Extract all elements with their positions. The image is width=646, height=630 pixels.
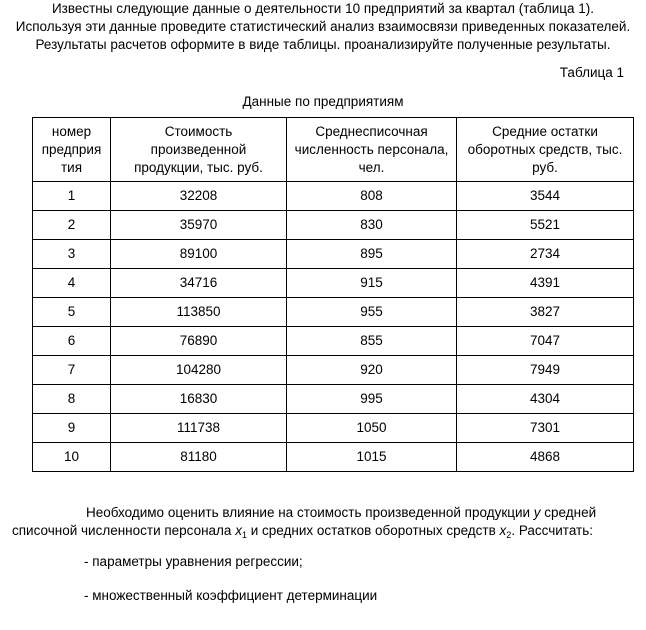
- task-item-regression-params: - параметры уравнения регрессии;: [84, 554, 303, 569]
- cell-staff-count: 915: [287, 269, 457, 298]
- cell-working-capital: 7949: [457, 356, 634, 385]
- cell-working-capital: 5521: [457, 211, 634, 240]
- task-list: [84, 553, 377, 621]
- intro-line-1: Известны следующие данные о деятельности 10 предприятий за квартал (таблица 1).: [51, 1, 595, 16]
- cell-enterprise-number: 2: [33, 211, 111, 240]
- cell-staff-count: 995: [287, 385, 457, 414]
- task-line-2: списочной численности персонала $x_1$ и средних остатков оборотных средств $x_2$. Рассчитать:: [12, 523, 594, 540]
- cell-staff-count: 920: [287, 356, 457, 385]
- enterprise-data-table: [32, 117, 634, 472]
- table-row: [33, 443, 634, 472]
- cell-enterprise-number: 6: [33, 327, 111, 356]
- cell-staff-count: 955: [287, 298, 457, 327]
- header-production-cost: Стоимость произведенной продукции, тыс. руб.: [111, 118, 287, 182]
- table-header-row: [33, 118, 634, 182]
- table-row: [33, 211, 634, 240]
- table-row: [33, 240, 634, 269]
- table-caption: Данные по предприятиям: [242, 94, 404, 109]
- cell-enterprise-number: 1: [33, 182, 111, 211]
- cell-working-capital: 2734: [457, 240, 634, 269]
- cell-production-cost: 113850: [111, 298, 287, 327]
- cell-working-capital: 3827: [457, 298, 634, 327]
- cell-production-cost: 89100: [111, 240, 287, 269]
- intro-text: [10, 0, 636, 54]
- cell-production-cost: 104280: [111, 356, 287, 385]
- intro-line-3: Результаты расчетов оформите в виде таблицы. проанализируйте полученные результаты.: [35, 37, 611, 52]
- cell-working-capital: 3544: [457, 182, 634, 211]
- table-body: [33, 182, 634, 472]
- cell-enterprise-number: 3: [33, 240, 111, 269]
- cell-staff-count: 1015: [287, 443, 457, 472]
- cell-enterprise-number: 9: [33, 414, 111, 443]
- cell-enterprise-number: 10: [33, 443, 111, 472]
- cell-staff-count: 895: [287, 240, 457, 269]
- task-line-1: Необходимо оценить влияние на стоимость произведенной продукции y средней: [86, 505, 597, 520]
- cell-production-cost: 81180: [111, 443, 287, 472]
- table-row: [33, 182, 634, 211]
- header-working-capital: Средние остатки оборотных средств, тыс. руб.: [457, 118, 634, 182]
- cell-staff-count: 830: [287, 211, 457, 240]
- cell-production-cost: 32208: [111, 182, 287, 211]
- table-row: [33, 327, 634, 356]
- cell-production-cost: 16830: [111, 385, 287, 414]
- cell-working-capital: 4868: [457, 443, 634, 472]
- intro-line-2: Используя эти данные проведите статистический анализ взаимосвязи приведенных показателей.: [15, 19, 631, 34]
- cell-enterprise-number: 7: [33, 356, 111, 385]
- cell-staff-count: 1050: [287, 414, 457, 443]
- cell-staff-count: 855: [287, 327, 457, 356]
- header-staff-count: Среднесписочная численность персонала, чел.: [287, 118, 457, 182]
- table-row: [33, 356, 634, 385]
- cell-production-cost: 111738: [111, 414, 287, 443]
- table-number: Таблица 1: [559, 65, 624, 80]
- cell-enterprise-number: 4: [33, 269, 111, 298]
- header-enterprise-number: номер предприя тия: [33, 118, 111, 182]
- task-text: [10, 504, 636, 540]
- table-row: [33, 414, 634, 443]
- table-row: [33, 298, 634, 327]
- cell-working-capital: 7047: [457, 327, 634, 356]
- cell-working-capital: 4304: [457, 385, 634, 414]
- task-item-determination-coefficient: - множественный коэффициент детерминации: [84, 588, 378, 603]
- cell-production-cost: 35970: [111, 211, 287, 240]
- cell-production-cost: 34716: [111, 269, 287, 298]
- cell-enterprise-number: 5: [33, 298, 111, 327]
- cell-working-capital: 7301: [457, 414, 634, 443]
- cell-staff-count: 808: [287, 182, 457, 211]
- cell-production-cost: 76890: [111, 327, 287, 356]
- table-row: [33, 385, 634, 414]
- cell-working-capital: 4391: [457, 269, 634, 298]
- cell-enterprise-number: 8: [33, 385, 111, 414]
- table-row: [33, 269, 634, 298]
